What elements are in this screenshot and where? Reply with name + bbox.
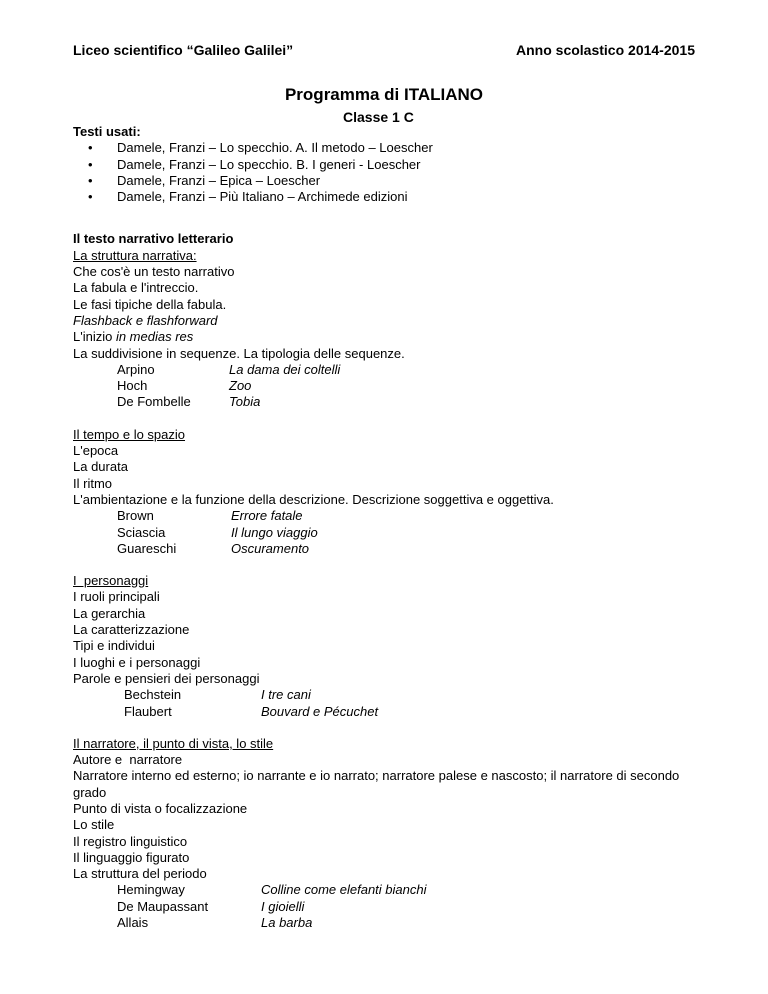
work-row (73, 508, 703, 524)
section-heading: I personaggi (73, 573, 149, 589)
work-author: Hoch (117, 378, 148, 394)
list-item: • Damele, Franzi – Epica – Loescher (73, 173, 703, 189)
works-list (73, 687, 703, 720)
section-subheading: La struttura narrativa: (73, 247, 197, 263)
work-author: Flaubert (124, 703, 172, 719)
text-line: Il registro linguistico (73, 833, 188, 849)
document-body (73, 124, 703, 931)
class-label: Classe 1 C (343, 109, 414, 125)
work-row (73, 915, 703, 931)
work-author: Allais (117, 915, 149, 931)
section-heading: Il testo narrativo letterario (73, 231, 234, 247)
section-characters (73, 573, 703, 720)
works-list (73, 362, 703, 411)
section-narrator (73, 736, 703, 932)
list-item: • Damele, Franzi – Più Italiano – Archimede edizioni (73, 189, 703, 205)
work-row (73, 687, 703, 703)
section-heading: Il tempo e lo spazio (73, 426, 186, 442)
work-title: Tobia (229, 394, 261, 410)
work-row (73, 541, 703, 557)
school-name: Liceo scientifico “Galileo Galilei” (73, 42, 294, 58)
text-line: Il ritmo (73, 475, 112, 491)
texts-list (73, 140, 703, 205)
section-narrative (73, 231, 703, 410)
work-row (73, 378, 703, 394)
works-list (73, 882, 703, 931)
text-line: Lo stile (73, 817, 115, 833)
texts-heading: Testi usati: (73, 124, 141, 139)
work-row (73, 525, 703, 541)
work-title: I gioielli (261, 898, 305, 914)
text-line: I ruoli principali (73, 589, 160, 605)
work-row (73, 704, 703, 720)
work-author: Bechstein (124, 687, 182, 703)
text-line: Che cos'è un testo narrativo (73, 264, 235, 280)
work-author: Guareschi (117, 540, 177, 556)
text-line: La fabula e l'intreccio. (73, 280, 199, 296)
work-title: Zoo (229, 378, 252, 394)
work-row (73, 394, 703, 410)
section-heading: Il narratore, il punto di vista, lo stile (73, 735, 274, 751)
text-line: La durata (73, 459, 128, 475)
list-item: • Damele, Franzi – Lo specchio. A. Il metodo – Loescher (73, 140, 703, 156)
work-row (73, 899, 703, 915)
text-line: Le fasi tipiche della fabula. (73, 296, 227, 312)
work-row (73, 362, 703, 378)
work-author: Hemingway (117, 882, 185, 898)
text-line: La suddivisione in sequenze. La tipologia delle sequenze. (73, 345, 405, 361)
list-item: • Damele, Franzi – Lo specchio. B. I generi - Loescher (73, 157, 703, 173)
text-line: Parole e pensieri dei personaggi (73, 670, 260, 686)
text-line: La caratterizzazione (73, 622, 190, 638)
work-author: Sciascia (117, 524, 166, 540)
text-line: I luoghi e i personaggi (73, 654, 201, 670)
school-year: Anno scolastico 2014-2015 (516, 42, 695, 58)
text-line: Flashback e flashforward (73, 312, 218, 328)
work-author: Arpino (117, 361, 155, 377)
work-title: Oscuramento (231, 540, 310, 556)
work-author: De Maupassant (117, 898, 209, 914)
section-time-space (73, 427, 703, 557)
work-author: De Fombelle (117, 394, 191, 410)
work-title: La dama dei coltelli (229, 361, 341, 377)
work-title: Bouvard e Pécuchet (261, 703, 379, 719)
text-line: Tipi e individui (73, 638, 155, 654)
text-line: L'inizio in medias res (73, 329, 194, 345)
work-title: Colline come elefanti bianchi (261, 882, 427, 898)
document-title: Programma di ITALIANO (284, 85, 484, 104)
text-line: La gerarchia (73, 605, 146, 621)
text-line: L'ambientazione e la funzione della descrizione. Descrizione soggettiva e oggettiva. (73, 491, 554, 507)
work-author: Brown (117, 508, 154, 524)
work-title: La barba (261, 915, 313, 931)
text-line: L'epoca (73, 443, 119, 459)
text-line: Narratore interno ed esterno; io narrante e io narrato; narratore palese e nascosto; il narratore di secondo grado (73, 768, 680, 800)
work-title: Errore fatale (231, 508, 303, 524)
text-line: Autore e narratore (73, 752, 183, 768)
text-line: La struttura del periodo (73, 866, 207, 882)
works-list (73, 508, 703, 557)
text-line: Il linguaggio figurato (73, 849, 190, 865)
text-line: Punto di vista o focalizzazione (73, 800, 248, 816)
work-title: I tre cani (261, 687, 311, 703)
work-title: Il lungo viaggio (231, 524, 318, 540)
work-row (73, 882, 703, 898)
